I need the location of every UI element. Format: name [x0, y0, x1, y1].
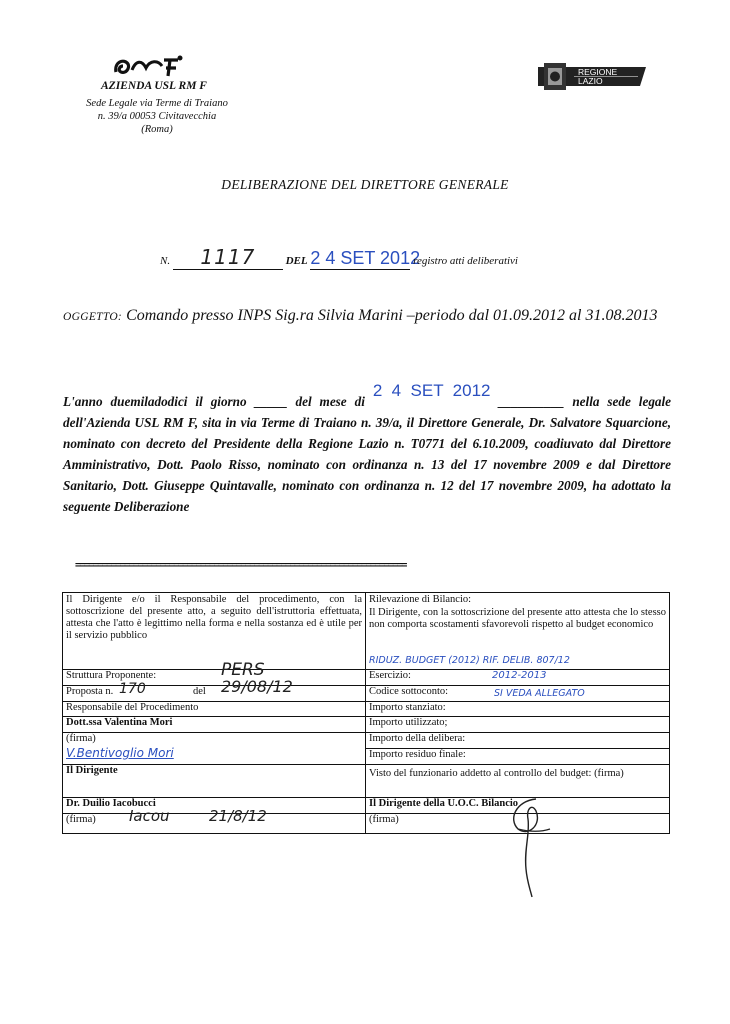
dirigente-name: Dr. Duilio Iacobucci [63, 798, 365, 814]
usl-logo [112, 50, 192, 82]
org-address [62, 97, 252, 136]
date-stamp: 2 4 SET 2012 [310, 248, 421, 268]
uoc-label: Il Dirigente della U.O.C. Bilancio [366, 798, 669, 814]
budget-note-row [366, 655, 669, 670]
uoc-signature [496, 789, 566, 899]
proposta-date: 29/08/12 [221, 677, 293, 696]
number-field [173, 245, 283, 270]
oggetto-label: OGGETTO: [63, 311, 123, 323]
esercizio-row [366, 670, 669, 686]
preamble-date-stamp: 2 4 SET 2012 [372, 381, 491, 400]
rilevazione-text: Il Dirigente, con la sottoscrizione del presente atto attesta che lo stesso non comporta scostamenti sfavorevoli rispetto al budget economico [369, 607, 666, 630]
responsabile-signature: V.Bentivoglio Mori [66, 746, 174, 760]
preamble-part2: __________ nella sede legale dell'Azienda USL RM F, sita in via Terme di Traiano n. 39/a, il Direttore Generale, Dr. Salvatore Squarcione, nominato con decreto del Presidente della Regione Lazio n. T0771 del 6.10.2009, coadiuvato dal Direttore Amministrativo, Dott. Paolo Risso, nominato con ordinanza n. 13 del 17 novembre 2009 e dal Direttore Sanitario, Dott. Giuseppe Quintavalle, nominato con ordinanza n. 12 del 17 novembre 2009, ha adottato la seguente Deliberazione [63, 394, 672, 514]
struttura-value: PERS [221, 660, 265, 680]
codice-value: SI VEDA ALLEGATO [494, 688, 585, 699]
oggetto-text: Comando presso INPS Sig.ra Silvia Marini –periodo dal 01.09.2012 al 31.08.2013 [126, 307, 658, 324]
responsabile-name: Dott.ssa Valentina Mori [63, 717, 365, 733]
attestation-cell: Il Dirigente e/o il Responsabile del procedimento, con la sottoscrizione del presente atto, a seguito dell'istruttoria effettuata, attesta che l'atto è legittimo nella forma e nella sostanza ed è utile per il servizio pubblico [63, 594, 365, 670]
importo-delibera: Importo della delibera: [366, 733, 669, 749]
org-name: AZIENDA USL RM F [101, 80, 207, 92]
proposta-value: 170 [119, 681, 146, 697]
uoc-firma-label: (firma) [369, 814, 399, 825]
codice-row [366, 686, 669, 702]
dirigente-date: 21/8/12 [209, 807, 267, 825]
responsabile-label: Responsabile del Procedimento [63, 702, 365, 717]
rilevazione-label: Rilevazione di Bilancio: [369, 594, 472, 605]
address-line: Sede Legale via Terme di Traiano [86, 98, 228, 109]
address-line: n. 39/a 00053 Civitavecchia [97, 111, 217, 122]
number-label: N. [160, 255, 171, 267]
budget-note: RIDUZ. BUDGET (2012) RIF. DELIB. 807/12 [369, 655, 570, 666]
struttura-label: Struttura Proponente: [66, 670, 157, 681]
delibera-number: 1117 [200, 245, 256, 269]
codice-label: Codice sottoconto: [369, 686, 449, 697]
right-column [366, 593, 669, 833]
document-title: DELIBERAZIONE DEL DIRETTORE GENERALE [221, 177, 509, 192]
struttura-row [63, 660, 365, 686]
date-label: DEL [285, 255, 308, 267]
registry-suffix: registro atti deliberativi [413, 255, 518, 267]
importo-utilizzato: Importo utilizzato; [366, 717, 669, 733]
proposta-label: Proposta n. [66, 686, 114, 697]
separator-line: ========================================================================== [75, 560, 406, 571]
importo-stanziato: Importo stanziato: [366, 702, 669, 717]
address-line: (Roma) [141, 124, 173, 135]
dirigente-signature: Iacou [129, 807, 170, 825]
importo-residuo: Importo residuo finale: [366, 749, 669, 765]
oggetto-section [63, 306, 673, 327]
proposta-row [63, 677, 365, 702]
preamble-text [63, 381, 672, 517]
delibera-number-line [160, 245, 518, 270]
date-field [310, 248, 421, 270]
responsabile-firma-label: (firma) [66, 733, 96, 744]
proposta-del-label: del [193, 686, 206, 697]
left-column [63, 593, 366, 833]
esercizio-label: Esercizio: [369, 670, 411, 681]
region-logo-line1: REGIONE [578, 67, 618, 77]
esercizio-value: 2012-2013 [492, 670, 547, 681]
signature-table [62, 592, 670, 834]
preamble-part1: L'anno duemiladodici il giorno _____ del mese di [63, 394, 365, 409]
regione-lazio-logo [538, 63, 646, 90]
dirigente-firma-label: (firma) [66, 814, 96, 825]
visto-text: Visto del funzionario addetto al controllo del budget: (firma) [366, 765, 669, 798]
dirigente-label: Il Dirigente [63, 765, 365, 798]
dirigente-firma-row [63, 807, 365, 832]
region-logo-line2: LAZIO [578, 76, 603, 86]
responsabile-signature-row [63, 747, 365, 765]
